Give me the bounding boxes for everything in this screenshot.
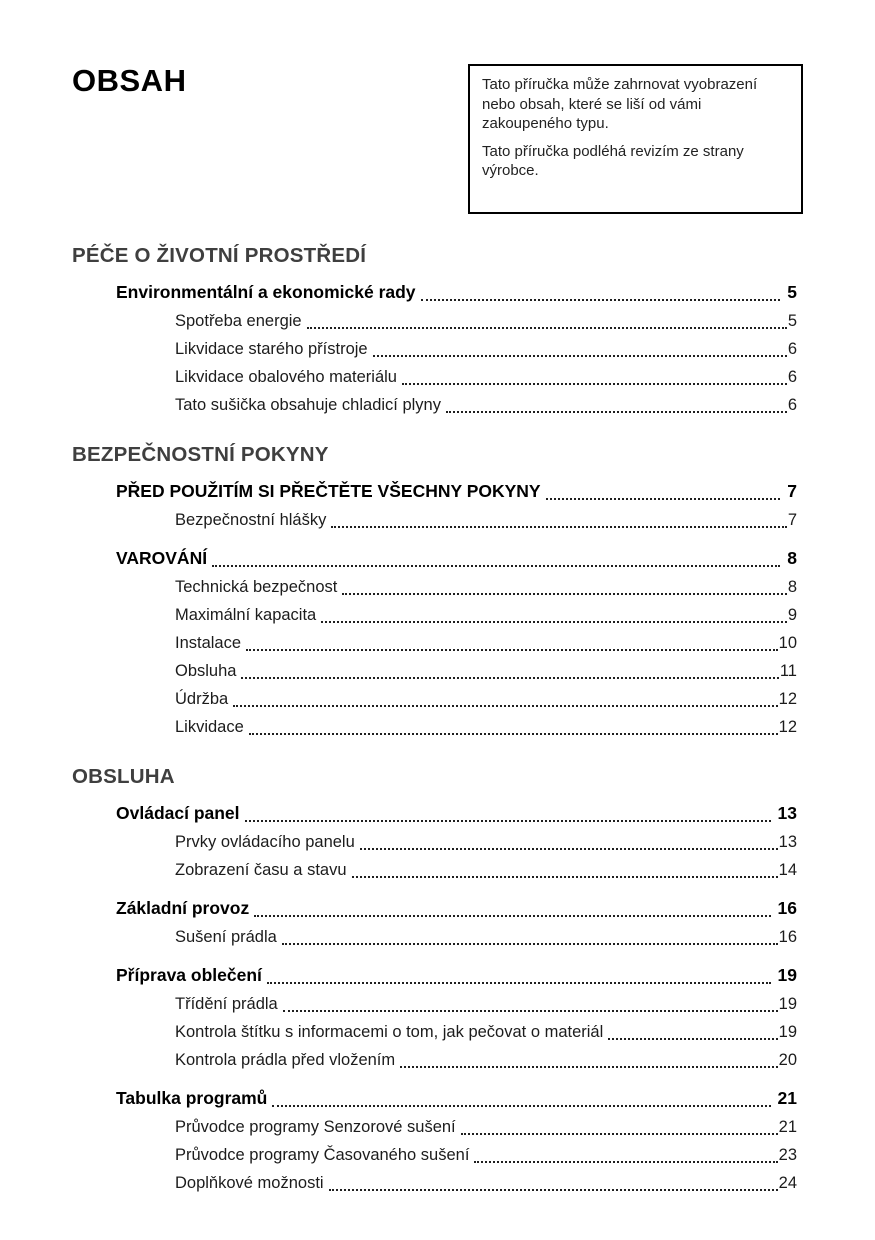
toc-entry <box>175 1018 797 1046</box>
toc-entry-label: Třídění prádla <box>175 995 278 1013</box>
toc-entry-label: Zobrazení času a stavu <box>175 861 347 879</box>
toc-entry-label: Obsluha <box>175 662 237 680</box>
page-header <box>72 0 797 214</box>
toc-entry-page: 16 <box>778 928 797 946</box>
toc-entry-page: 24 <box>778 1174 797 1192</box>
toc-entry <box>175 601 797 629</box>
toc-entry-page: 7 <box>787 481 797 501</box>
dot-leader <box>282 943 778 945</box>
toc <box>72 214 797 1197</box>
dot-leader <box>272 1105 770 1107</box>
toc-entry <box>116 799 797 828</box>
toc-entry <box>175 657 797 685</box>
toc-entry-page: 10 <box>778 634 797 652</box>
toc-entry-label: Likvidace obalového materiálu <box>175 368 397 386</box>
toc-entry <box>116 894 797 923</box>
dot-leader <box>254 915 770 917</box>
dot-leader <box>283 1010 778 1012</box>
toc-entry-page: 20 <box>778 1051 797 1069</box>
toc-entry <box>175 685 797 713</box>
toc-entry-label: Tato sušička obsahuje chladicí plyny <box>175 396 441 414</box>
toc-entry <box>116 477 797 506</box>
dot-leader <box>241 677 778 679</box>
toc-entry <box>175 1046 797 1074</box>
dot-leader <box>342 593 786 595</box>
dot-leader <box>421 299 781 301</box>
toc-entry-label: Prvky ovládacího panelu <box>175 833 355 851</box>
section-heading: OBSLUHA <box>72 765 175 788</box>
toc-entry-label: Technická bezpečnost <box>175 578 338 596</box>
toc-entry-page: 6 <box>787 396 797 414</box>
toc-entry <box>175 1113 797 1141</box>
toc-entry-label: Průvodce programy Časovaného sušení <box>175 1146 470 1164</box>
dot-leader <box>212 565 780 567</box>
toc-entry <box>175 990 797 1018</box>
toc-entry-label: Likvidace <box>175 718 244 736</box>
toc-entry <box>116 961 797 990</box>
dot-leader <box>321 621 787 623</box>
toc-entry-label: Kontrola prádla před vložením <box>175 1051 396 1069</box>
toc-entry-label: Tabulka programů <box>116 1088 268 1108</box>
section-heading: PÉČE O ŽIVOTNÍ PROSTŘEDÍ <box>72 244 367 267</box>
toc-entry-label: Ovládací panel <box>116 803 240 823</box>
dot-leader <box>307 327 787 329</box>
toc-entry-page: 12 <box>778 690 797 708</box>
toc-entry-label: Instalace <box>175 634 242 652</box>
dot-leader <box>249 733 778 735</box>
toc-entry-page: 16 <box>777 898 797 918</box>
toc-entry <box>175 363 797 391</box>
toc-entry-page: 11 <box>779 662 797 680</box>
toc-entry-label: Doplňkové možnosti <box>175 1174 324 1192</box>
toc-entry-label: Příprava oblečení <box>116 965 262 985</box>
toc-entry-page: 21 <box>777 1088 797 1108</box>
dot-leader <box>360 848 778 850</box>
notice-box <box>468 64 803 214</box>
toc-entry <box>175 923 797 951</box>
dot-leader <box>608 1038 777 1040</box>
toc-entry <box>175 1169 797 1197</box>
toc-entry-page: 6 <box>787 368 797 386</box>
dot-leader <box>546 498 781 500</box>
toc-entry-label: PŘED POUŽITÍM SI PŘEČTĚTE VŠECHNY POKYNY <box>116 481 541 501</box>
dot-leader <box>474 1161 777 1163</box>
toc-entry <box>175 391 797 419</box>
toc-entry-page: 8 <box>787 578 797 596</box>
toc-entry-page: 5 <box>787 312 797 330</box>
dot-leader <box>461 1133 778 1135</box>
dot-leader <box>245 820 771 822</box>
dot-leader <box>246 649 778 651</box>
notice-paragraph: Tato příručka podléhá revizím ze strany výrobce. <box>482 142 744 179</box>
toc-entry <box>175 335 797 363</box>
dot-leader <box>400 1066 778 1068</box>
toc-entry <box>175 629 797 657</box>
toc-entry-page: 7 <box>787 511 797 529</box>
dot-leader <box>267 982 771 984</box>
toc-entry <box>175 828 797 856</box>
toc-entry-label: Environmentální a ekonomické rady <box>116 282 416 302</box>
dot-leader <box>446 411 787 413</box>
dot-leader <box>331 526 786 528</box>
section-heading: BEZPEČNOSTNÍ POKYNY <box>72 443 329 466</box>
toc-entry-page: 13 <box>778 833 797 851</box>
toc-entry-page: 6 <box>787 340 797 358</box>
toc-entry <box>175 713 797 741</box>
toc-entry-page: 14 <box>778 861 797 879</box>
toc-entry-page: 9 <box>787 606 797 624</box>
dot-leader <box>402 383 787 385</box>
toc-entry <box>116 544 797 573</box>
toc-entry-label: Kontrola štítku s informacemi o tom, jak pečovat o materiál <box>175 1023 604 1041</box>
toc-entry-label: Spotřeba energie <box>175 312 302 330</box>
toc-entry-page: 5 <box>787 282 797 302</box>
toc-entry-page: 21 <box>778 1118 797 1136</box>
toc-entry <box>175 856 797 884</box>
toc-section <box>72 244 797 419</box>
toc-entry-page: 19 <box>778 995 797 1013</box>
toc-entry-label: Maximální kapacita <box>175 606 317 624</box>
toc-entry <box>116 278 797 307</box>
toc-entry-page: 23 <box>778 1146 797 1164</box>
toc-section <box>72 765 797 1197</box>
toc-entry-page: 13 <box>777 803 797 823</box>
toc-entry-label: Likvidace starého přístroje <box>175 340 368 358</box>
toc-entry-page: 12 <box>778 718 797 736</box>
toc-entry-label: Průvodce programy Senzorové sušení <box>175 1118 456 1136</box>
dot-leader <box>352 876 778 878</box>
toc-entry <box>175 1141 797 1169</box>
notice-paragraph: Tato příručka může zahrnovat vyobrazení nebo obsah, které se liší od vámi zakoupeného typu. <box>482 76 758 132</box>
toc-entry <box>175 307 797 335</box>
toc-entry-page: 19 <box>777 965 797 985</box>
dot-leader <box>373 355 787 357</box>
dot-leader <box>233 705 777 707</box>
dot-leader <box>329 1189 778 1191</box>
toc-entry-label: Sušení prádla <box>175 928 277 946</box>
toc-entry-page: 8 <box>787 548 797 568</box>
toc-entry <box>175 506 797 534</box>
toc-entry-label: Bezpečnostní hlášky <box>175 511 327 529</box>
toc-entry <box>175 573 797 601</box>
toc-entry-label: Základní provoz <box>116 898 250 918</box>
page-title: OBSAH <box>72 63 187 98</box>
toc-entry <box>116 1084 797 1113</box>
toc-entry-page: 19 <box>778 1023 797 1041</box>
toc-section <box>72 443 797 741</box>
toc-entry-label: Údržba <box>175 690 229 708</box>
toc-entry-label: VAROVÁNÍ <box>116 548 208 568</box>
